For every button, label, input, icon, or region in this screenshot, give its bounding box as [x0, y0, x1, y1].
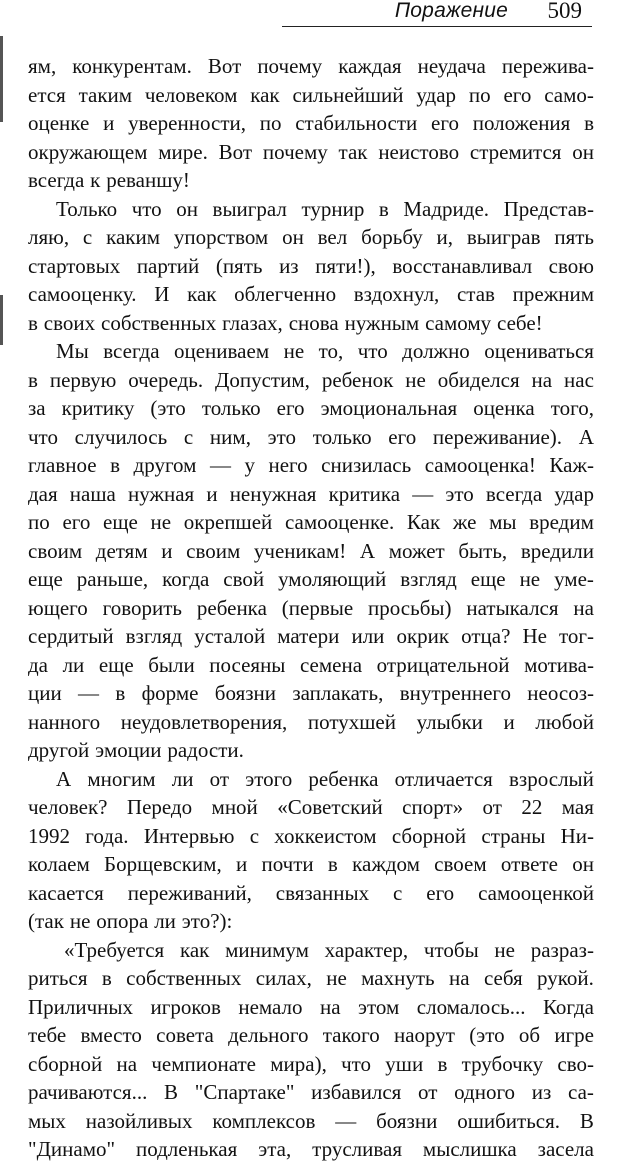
running-title: Поражение — [394, 0, 508, 22]
text-line: всегда к реваншу! — [28, 168, 190, 192]
text-line: «Требуется как минимум характер, чтобы не разраз- — [64, 937, 594, 962]
text-line: сборной на чемпионате мира), что уши в трубочку сво- — [28, 1051, 594, 1076]
text-line: да ли еще были посеяны семена отрицательной мотива- — [28, 652, 594, 677]
text-line: Мы всегда оцениваем не то, что должно оцениваться — [56, 339, 594, 363]
text-line: еще раньше, когда свой умоляющий взгляд еще не уме- — [28, 567, 594, 591]
text-line: касается переживаний, связанных с его самооценкой — [28, 880, 594, 905]
text-line: ляю, с каким упорством он вел борьбу и, выиграв пять — [28, 225, 594, 249]
text-line: риться в собственных силах, не махнуть на себя рукой. — [28, 966, 594, 990]
text-line: в первую очередь. Допустим, ребенок не обиделся на нас — [28, 367, 594, 392]
header-rule — [282, 26, 592, 27]
text-line: дая наша нужная и ненужная критика — это всегда удар — [28, 481, 594, 506]
page-header — [0, 0, 620, 40]
text-line: Только что он выиграл турнир в Мадриде. Представ- — [56, 196, 594, 221]
text-line: ющего говорить ребенка (первые просьбы) натыкался на — [28, 595, 594, 620]
text-line: в своих собственных глазах, снова нужным самому себе! — [28, 310, 543, 335]
text-line: 1992 года. Интервью с хоккеистом сборной страны Ни- — [28, 823, 594, 848]
text-line: нанного неудовлетворения, потухшей улыбки и любой — [28, 709, 594, 734]
text-line: ям, конкурентам. Вот почему каждая неудача пережива- — [28, 54, 594, 78]
text-line: ции — в форме боязни заплакать, внутреннего неосоз- — [28, 681, 594, 705]
text-line: рачиваются... В "Спартаке" избавился от одного из са- — [28, 1080, 594, 1104]
text-line: сердитый взгляд усталой матери или окрик отца? Не тог- — [28, 624, 594, 648]
text-line: оценке и уверенности, по стабильности его положения в — [28, 111, 594, 135]
text-line: человек? Передо мной «Советский спорт» от 22 мая — [28, 795, 594, 819]
text-line: тебе вместо совета дельного такого наорут (это об игре — [28, 1023, 594, 1047]
text-line: что случилось с ним, это только его переживание). А — [28, 424, 594, 449]
text-line: стартовых партий (пять из пяти!), восстанавливал свою — [28, 253, 594, 278]
text-line: ется таким человеком как сильнейший удар по его само- — [28, 82, 594, 107]
body-text — [28, 52, 594, 1164]
text-line: главное в другом — у него снизилась самооценка! Каж- — [28, 453, 594, 477]
text-line: другой эмоции радости. — [28, 738, 244, 762]
left-edge-mark-middle — [0, 295, 3, 345]
left-edge-mark-top — [0, 36, 3, 122]
text-line: колаем Борщевским, и почти в каждом своем ответе он — [28, 852, 594, 876]
text-line: "Динамо" подленькая эта, трусливая мыслишка засела — [28, 1137, 594, 1161]
text-line: (так не опора ли это?): — [28, 909, 233, 933]
text-line: своим детям и своим ученикам! А может быть, вредили — [28, 538, 594, 563]
page-number: 509 — [547, 0, 582, 23]
text-line: Приличных игроков немало на этом сломалось... Когда — [28, 994, 594, 1019]
text-line: окружающем мире. Вот почему так неистово стремится он — [28, 139, 594, 164]
text-line: мых назойливых комплексов — боязни ошибиться. В — [28, 1108, 594, 1133]
text-line: за критику (это только его эмоциональная оценка того, — [28, 396, 594, 420]
text-line: по его еще не окрепшей самооценке. Как же мы вредим — [28, 510, 594, 534]
text-line: А многим ли от этого ребенка отличается взрослый — [56, 766, 594, 791]
text-line: самооценку. И как облегченно вздохнул, став прежним — [28, 282, 594, 306]
